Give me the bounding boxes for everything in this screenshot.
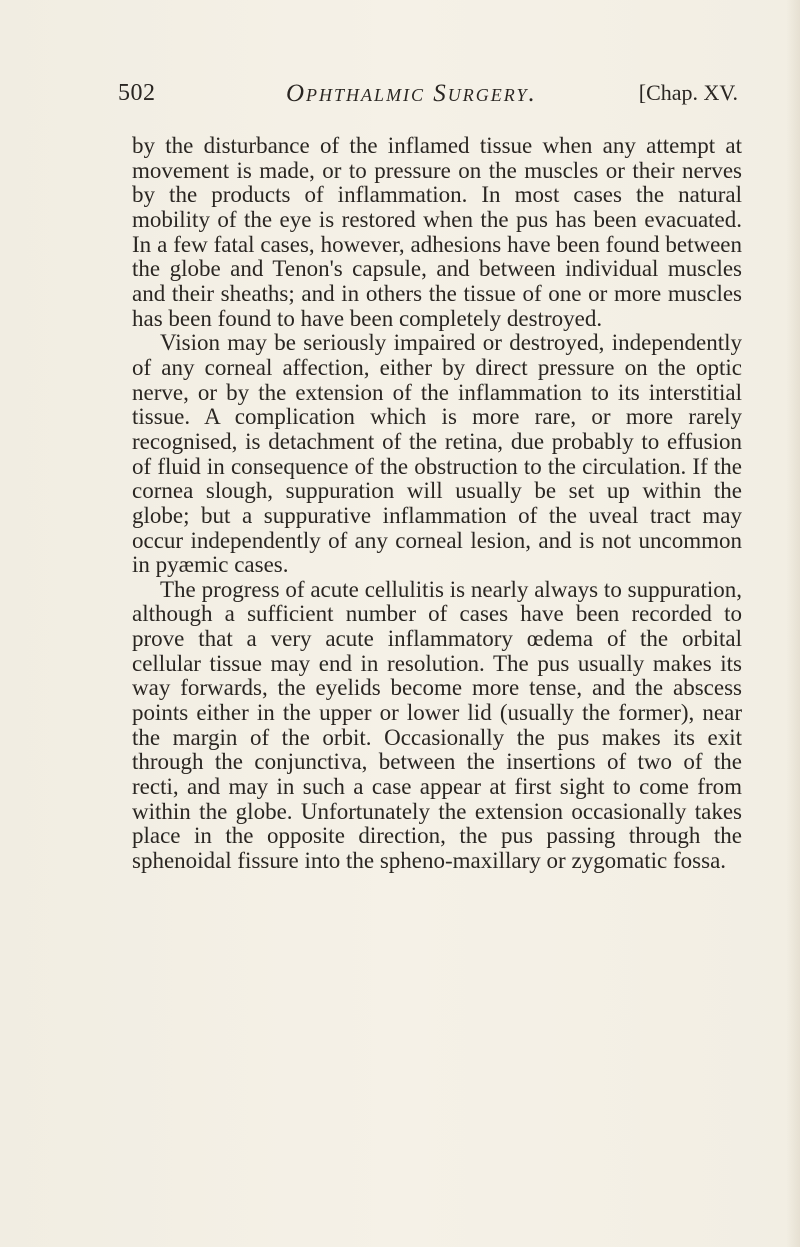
paragraph: Vision may be seriously impaired or destroyed, independently of any corneal affection, either by direct pressure on the optic nerve, or by the extension of the inflammation to its interstitial tissue. A complication which is more rare, or more rarely recognised, is detachment of the retina, due probably to effusion of fluid in consequence of the obstruction to the circulation. If the cornea slough, suppuration will usually be set up within the globe; but a suppurative inflammation of the uveal tract may occur independently of any corneal lesion, and is not uncommon in pyæmic cases. <box>132 330 742 578</box>
page-edge-shadow <box>786 0 800 1247</box>
page-number: 502 <box>118 80 156 106</box>
page-header <box>118 80 738 114</box>
body-text <box>132 134 742 874</box>
running-title: Ophthalmic Surgery. <box>286 80 537 107</box>
paragraph: The progress of acute cellulitis is nearly always to suppuration, although a sufficient number of cases have been recorded to prove that a very acute inflammatory œdema of the orbital cellular tissue may end in resolution. The pus usually makes its way forwards, the eyelids become more tense, and the abscess points either in the upper or lower lid (usually the former), near the margin of the orbit. Occasionally the pus makes its exit through the conjunctiva, between the insertions of two of the recti, and may in such a case appear at first sight to come from within the globe. Unfortunately the extension occasionally takes place in the opposite direction, the pus passing through the sphenoidal fissure into the spheno-maxillary or zygomatic fossa. <box>132 576 742 874</box>
paragraph: by the disturbance of the inflamed tissue when any attempt at movement is made, or to pressure on the muscles or their nerves by the products of inflammation. In most cases the natural mobility of the eye is restored when the pus has been evacuated. In a few fatal cases, however, adhesions have been found between the globe and Tenon's capsule, and between individual muscles and their sheaths; and in others the tissue of one or more muscles has been found to have been completely destroyed. <box>132 133 742 331</box>
chapter-label: [Chap. XV. <box>638 80 738 105</box>
